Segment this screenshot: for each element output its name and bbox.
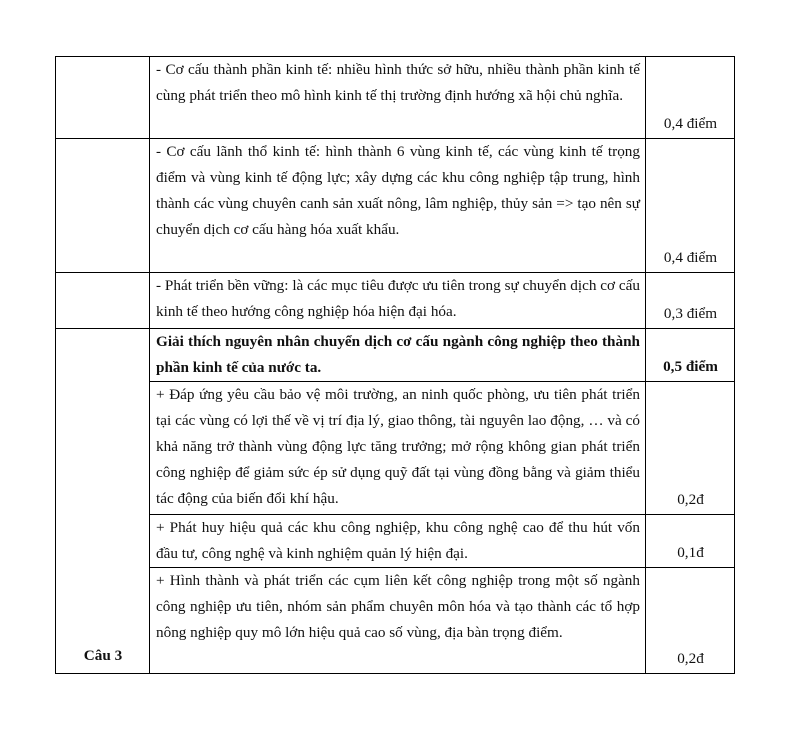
question-cell-previous-cont [56,273,150,329]
table-row [56,273,735,329]
content-cell: - Phát triển bền vững: là các mục tiêu được ưu tiên trong sự chuyển dịch cơ cấu kinh tế theo hướng công nghiệp hóa hiện đại hóa. [150,273,646,329]
table-row [56,329,735,382]
question-heading-cell: Giải thích nguyên nhân chuyển dịch cơ cấu ngành công nghiệp theo thành phần kinh tế của nước ta. [150,329,646,382]
answer-key-table [55,56,735,674]
table-row [56,57,735,139]
table-row [56,568,735,674]
content-cell: - Cơ cấu lãnh thổ kinh tế: hình thành 6 vùng kinh tế, các vùng kinh tế trọng điểm và vùng kinh tế động lực; xây dựng các khu công nghiệp tập trung, hình thành các vùng chuyên canh sản xuất nông, lâm nghiệp, thủy sản => tạo nên sự chuyển dịch cơ cấu hàng hóa xuất khẩu. [150,139,646,273]
table-row [56,139,735,273]
score-cell-total: 0,5 điểm [646,329,735,382]
question-label-cau-3: Câu 3 [56,329,150,674]
question-cell-previous-cont [56,139,150,273]
table-row [56,382,735,515]
score-cell: 0,2đ [646,568,735,674]
content-cell: + Phát huy hiệu quả các khu công nghiệp, khu công nghệ cao để thu hút vốn đầu tư, công nghệ và kinh nghiệm quản lý hiện đại. [150,515,646,568]
question-cell-previous [56,57,150,139]
score-cell: 0,1đ [646,515,735,568]
content-cell: + Hình thành và phát triển các cụm liên kết công nghiệp trong một số ngành công nghiệp ưu tiên, nhóm sản phẩm chuyên môn hóa và tạo thành các tổ hợp nông nghiệp quy mô lớn hiệu quả cao số vùng, địa bàn trọng điểm. [150,568,646,674]
score-cell: 0,4 điểm [646,57,735,139]
score-cell: 0,3 điểm [646,273,735,329]
score-cell: 0,2đ [646,382,735,515]
table-row [56,515,735,568]
content-cell: + Đáp ứng yêu cầu bảo vệ môi trường, an ninh quốc phòng, ưu tiên phát triển tại các vùng có lợi thế về vị trí địa lý, giao thông, tài nguyên lao động, … và có khả năng trở thành vùng động lực tăng trưởng; mở rộng không gian phát triển công nghiệp để giảm sức ép sử dụng quỹ đất tại vùng đồng bằng và giảm thiểu tác động của biến đổi khí hậu. [150,382,646,515]
content-cell: - Cơ cấu thành phần kinh tế: nhiều hình thức sở hữu, nhiều thành phần kinh tế cùng phát triển theo mô hình kinh tế thị trường định hướng xã hội chủ nghĩa. [150,57,646,139]
score-cell: 0,4 điểm [646,139,735,273]
